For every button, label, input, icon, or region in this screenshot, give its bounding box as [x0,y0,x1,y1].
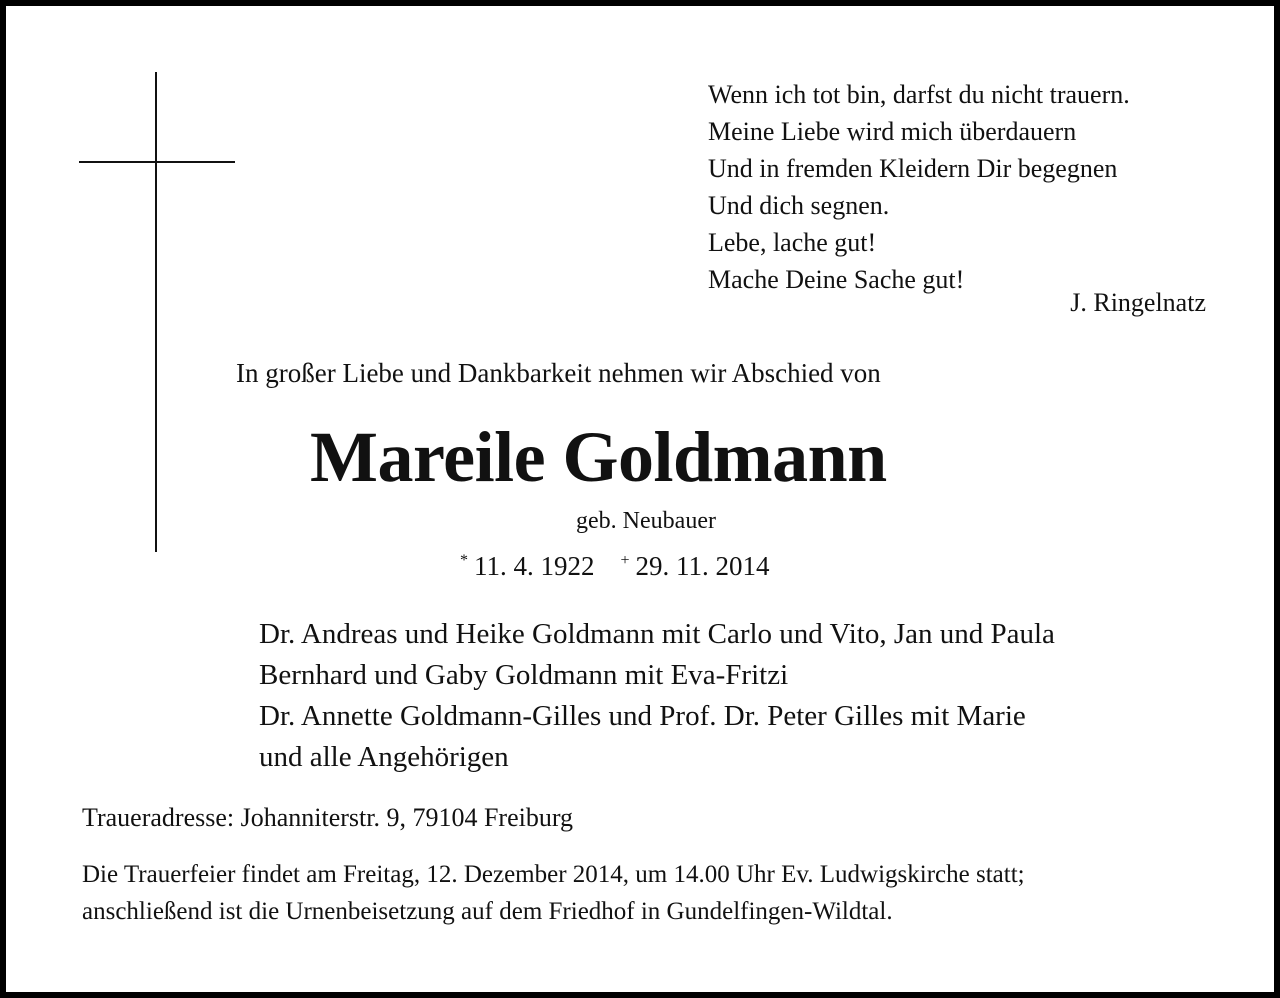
family-line: und alle Angehörigen [259,741,509,773]
ceremony-line: anschließend ist die Urnenbeisetzung auf dem Friedhof in Gundelfingen-Wildtal. [82,898,893,925]
birth-date: 11. 4. 1922 [474,551,595,581]
cross-horizontal-bar [79,161,235,163]
poem-line: Und dich segnen. [708,191,890,220]
family-line: Dr. Andreas und Heike Goldmann mit Carlo und Vito, Jan und Paula [259,618,1055,650]
poem-line: Und in fremden Kleidern Dir begegnen [708,154,1118,183]
life-dates [460,551,770,582]
maiden-name-row [6,508,1280,535]
birth-symbol: * [460,552,468,569]
poem-line: Wenn ich tot bin, darfst du nicht trauern. [708,80,1130,109]
maiden-name: geb. Neubauer [576,508,716,534]
poem-line: Lebe, lache gut! [708,228,877,257]
poem-author: J. Ringelnatz [1070,288,1206,317]
death-date: 29. 11. 2014 [635,551,770,581]
poem-line: Meine Liebe wird mich überdauern [708,117,1077,146]
family-line: Dr. Annette Goldmann-Gilles und Prof. Dr. Peter Gilles mit Marie [259,700,1026,732]
deceased-name: Mareile Goldmann [310,417,887,497]
family-line: Bernhard und Gaby Goldmann mit Eva-Fritzi [259,659,789,691]
cross-vertical-bar [155,72,157,552]
intro-text: In großer Liebe und Dankbarkeit nehmen wir Abschied von [236,358,881,388]
mourning-address: Traueradresse: Johanniterstr. 9, 79104 Freiburg [82,803,574,832]
death-symbol: + [620,552,630,569]
ceremony-info [82,856,1025,930]
poem [708,76,1218,298]
poem-line: Mache Deine Sache gut! [708,265,965,294]
ceremony-line: Die Trauerfeier findet am Freitag, 12. Dezember 2014, um 14.00 Uhr Ev. Ludwigskirche statt; [82,861,1025,888]
family-list [259,614,1055,778]
